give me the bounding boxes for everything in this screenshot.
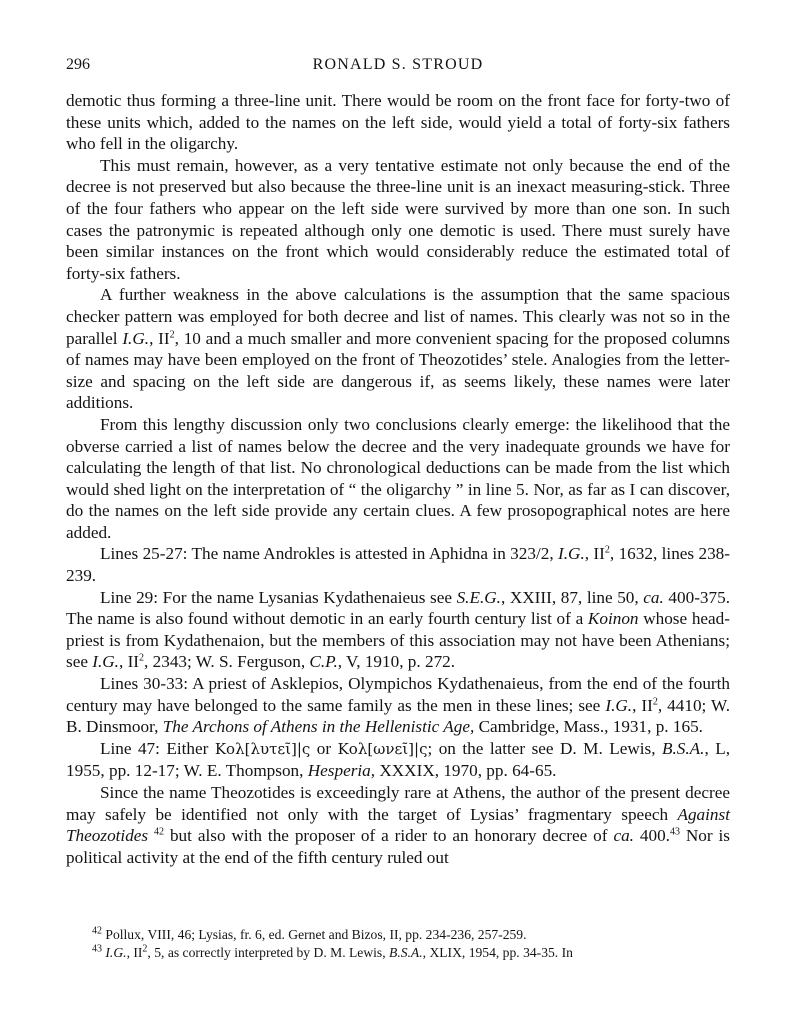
text-run: , XLIX, 1954, pp. 34-35. In [422,945,573,960]
text-run: XXXIX, 1970, pp. 64-65. [375,761,557,781]
text-run: , 2343; W. S. Ferguson, [144,652,310,672]
text-run: demotic thus forming a three-line unit. There would be room on the front face for forty-two of these units which, added to the names on the left side, would yield a total of forty-six fathers who fell in the oligarchy. [66,91,730,154]
circa-abbrev: ca. [643,587,664,607]
text-run: Cambridge, Mass., 1931, p. 165. [474,717,703,737]
text-run: From this lengthy discussion only two conclusions clearly emerge: the likelihood that the obverse carried a list of names below the decree and the very inadequate grounds we have for calculating the length of that list. No chronological deductions can be made from the list which would shed light on the interpretation of “ the oligarchy ” in line 5. Nor, as far as I can discover, do the names on the left side provide any certain clues. A few prosopographical notes are here added. [66,414,730,542]
paragraph-2 [66,155,730,285]
superscript: 2 [604,544,610,556]
text-run: , II [632,695,653,715]
text-run: A further weakness in the above calculations is the assumption that the same spacious checker pattern was employed for both decree and list of names. This clearly was not so in the parallel [66,285,730,348]
page-number: 296 [66,56,90,73]
text-run: This must remain, however, as a very tentative estimate not only because the end of the decree is not preserved but also because the three-line unit is an inexact measuring-stick. Three of the four fathers who appear on the left side were survived by more than one son. In such cases the patronymic is repeated although only one demotic is used. There must surely have been similar instances on the front which would considerably reduce the estimated total of forty-six fathers. [66,155,730,283]
footnote-number: 43 [92,943,102,955]
footnote-number: 42 [92,925,102,937]
text-run: Lines 25-27: The name Androkles is attested in Aphidna in 323/2, [100,544,559,564]
paragraph-9 [66,782,730,868]
circa-abbrev: ca. [613,826,634,846]
text-run: , II [149,328,170,348]
text-run: Nor is political activity at the end of the fifth century ruled out [66,826,730,867]
book-title: The Archons of Athens in the Hellenistic Age, [162,717,475,737]
citation-ig: I.G. [605,695,633,715]
citation-ig: I.G. [105,945,127,960]
running-title: RONALD S. STROUD [312,56,484,73]
citation-ig: I.G. [558,544,585,564]
text-run: but also with the proposer of a rider to an honorary decree of [164,826,614,846]
text-run: Lines 30-33: A priest of Asklepios, Olympichos Kydathenaieus, from the end of the fourth century may have belonged to the same family as the men in these lines; see [66,674,730,715]
superscript: 2 [652,695,658,707]
footnote-ref-43[interactable]: 43 [669,826,680,838]
text-run: 400. [633,826,670,846]
footnote-ref-42[interactable]: 42 [154,826,165,838]
paragraph-8 [66,738,730,782]
paragraph-3 [66,284,730,414]
text-run: , 10 and a much smaller and more convenient spacing for the proposed columns of names may have been employed on the front of Theozotides’ stele. Analogies from the letter-size and spacing on the left side are dangerous if, as seems likely, these names were later additions. [66,328,730,413]
text-run: , 5, as correctly interpreted by D. M. Lewis, [147,945,390,960]
citation-ig: I.G. [92,652,119,672]
speech-title: Against Theozotides [66,804,730,846]
superscript: 2 [139,652,145,664]
footnote-text: Pollux, VIII, 46; Lysias, fr. 6, ed. Gernet and Bizos, II, pp. 234-236, 257-259. [102,927,527,942]
superscript: 2 [142,943,148,955]
text-run: ; on the latter see D. M. Lewis, [427,738,662,758]
text-run: , L, 1955, pp. 12-17; W. E. Thompson, [66,738,731,781]
superscript: 2 [169,328,175,340]
citation-bsa: B.S.A. [661,738,705,758]
footnote-42 [66,926,730,944]
text-run: , 4410; W. B. Dinsmoor, [66,695,730,737]
text-run: whose head-priest is from Kydathenaion, but the members of this association may not have been Athenians; see [66,609,730,672]
text-run: , II [584,544,605,564]
citation-bsa: B.S.A. [389,945,423,960]
greek-restoration-1: Κολ[λυτεῖ]|ς [214,739,311,758]
text-run: , 1632, lines 238-239. [66,544,730,586]
text-run: , II [118,652,140,672]
citation-ig: I.G. [122,328,150,348]
body-text [66,90,730,868]
citation-hesperia: Hesperia, [307,761,376,781]
text-run: , XXIII, 87, line 50, [500,587,644,607]
running-head [66,52,730,78]
text-run: Since the name Theozotides is exceedingly rare at Athens, the author of the present decree may safely be identified not only with the target of Lysias’ fragmentary speech [66,783,730,824]
footnotes [66,926,730,962]
text-run: Line 47: Either [100,738,215,758]
citation-seg: S.E.G. [456,587,501,607]
text-run: , II [126,945,143,960]
paragraph-6 [66,587,730,673]
footnote-43 [66,944,730,962]
text-run: 400-375. The name is also found without demotic in an early fourth century list of a [66,587,730,629]
citation-cp: C.P. [309,652,338,672]
paragraph-7 [66,673,730,738]
text-run: or [310,738,338,758]
term-koinon: Koinon [587,609,639,629]
paragraph-1 [66,90,730,155]
greek-restoration-2: Κολ[ωνεῖ]|ς [337,739,428,758]
text-run: Line 29: For the name Lysanias Kydathenaieus see [100,587,457,607]
text-run: , V, 1910, p. 272. [337,652,456,672]
paragraph-4 [66,414,730,544]
paragraph-5 [66,543,730,586]
